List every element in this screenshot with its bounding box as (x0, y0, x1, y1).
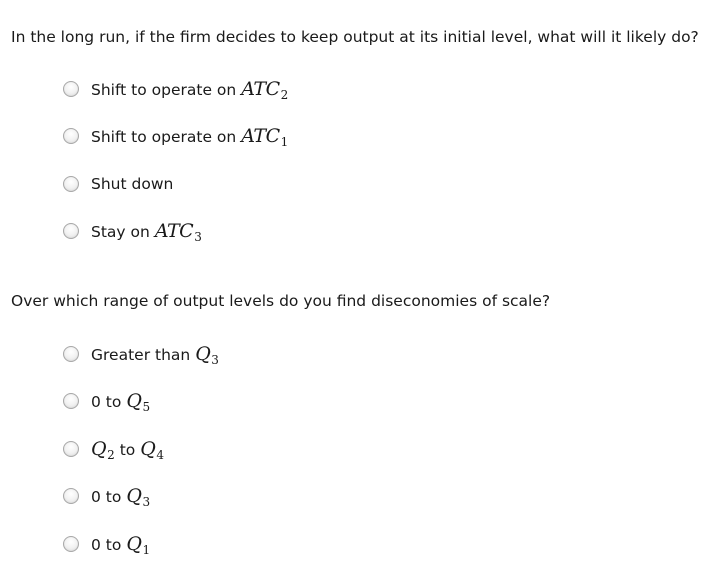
math-variable: Q (126, 533, 142, 555)
option-label (91, 390, 150, 412)
question-1-text: In the long run, if the firm decides to keep output at its initial level, what will it likely do? (11, 28, 699, 46)
math-subscript: 4 (156, 448, 164, 462)
q2-option-1[interactable] (63, 342, 219, 366)
option-text: Shift to operate on (91, 128, 237, 146)
option-label (91, 438, 164, 460)
radio-button[interactable] (63, 223, 79, 239)
option-text: Stay on (91, 223, 150, 241)
option-label (91, 533, 150, 555)
option-label (91, 220, 202, 242)
option-label (91, 175, 173, 193)
math-subscript: 2 (107, 448, 115, 462)
radio-button[interactable] (63, 488, 79, 504)
q2-option-4[interactable] (63, 484, 150, 508)
option-label (91, 343, 219, 365)
math-variable: ATC (241, 125, 280, 147)
math-subscript: 3 (194, 230, 202, 244)
option-text: 0 to (91, 488, 122, 506)
radio-button[interactable] (63, 176, 79, 192)
option-label (91, 125, 288, 147)
math-variable: Q (126, 390, 142, 412)
radio-button[interactable] (63, 81, 79, 97)
radio-button[interactable] (63, 536, 79, 552)
math-subscript: 3 (142, 495, 151, 509)
q1-option-1[interactable] (63, 77, 288, 101)
radio-button[interactable] (63, 441, 79, 457)
option-text: Greater than (91, 346, 191, 364)
math-subscript: 1 (280, 135, 289, 149)
option-text: Shut down (91, 175, 174, 193)
q2-option-5[interactable] (63, 532, 150, 556)
math-variable: Q (91, 438, 107, 460)
q1-option-4[interactable] (63, 219, 202, 243)
math-variable: ATC (154, 220, 194, 242)
question-2-text: Over which range of output levels do you find diseconomies of scale? (11, 292, 551, 310)
q1-option-3[interactable] (63, 172, 173, 196)
radio-button[interactable] (63, 128, 79, 144)
math-subscript: 2 (280, 88, 289, 102)
math-variable: ATC (241, 78, 280, 100)
option-text: Shift to operate on (91, 81, 237, 99)
radio-button[interactable] (63, 393, 79, 409)
math-subscript: 1 (142, 543, 151, 557)
math-variable: Q (195, 343, 211, 365)
option-text: 0 to (91, 393, 122, 411)
option-text: to (119, 441, 136, 459)
q2-option-2[interactable] (63, 389, 150, 413)
math-subscript: 3 (211, 353, 219, 367)
option-text: 0 to (91, 536, 122, 554)
q1-option-2[interactable] (63, 124, 288, 148)
math-variable: Q (126, 485, 142, 507)
math-variable: Q (140, 438, 156, 460)
option-label (91, 78, 288, 100)
radio-button[interactable] (63, 346, 79, 362)
option-label (91, 485, 150, 507)
math-subscript: 5 (142, 400, 151, 414)
q2-option-3[interactable] (63, 437, 164, 461)
